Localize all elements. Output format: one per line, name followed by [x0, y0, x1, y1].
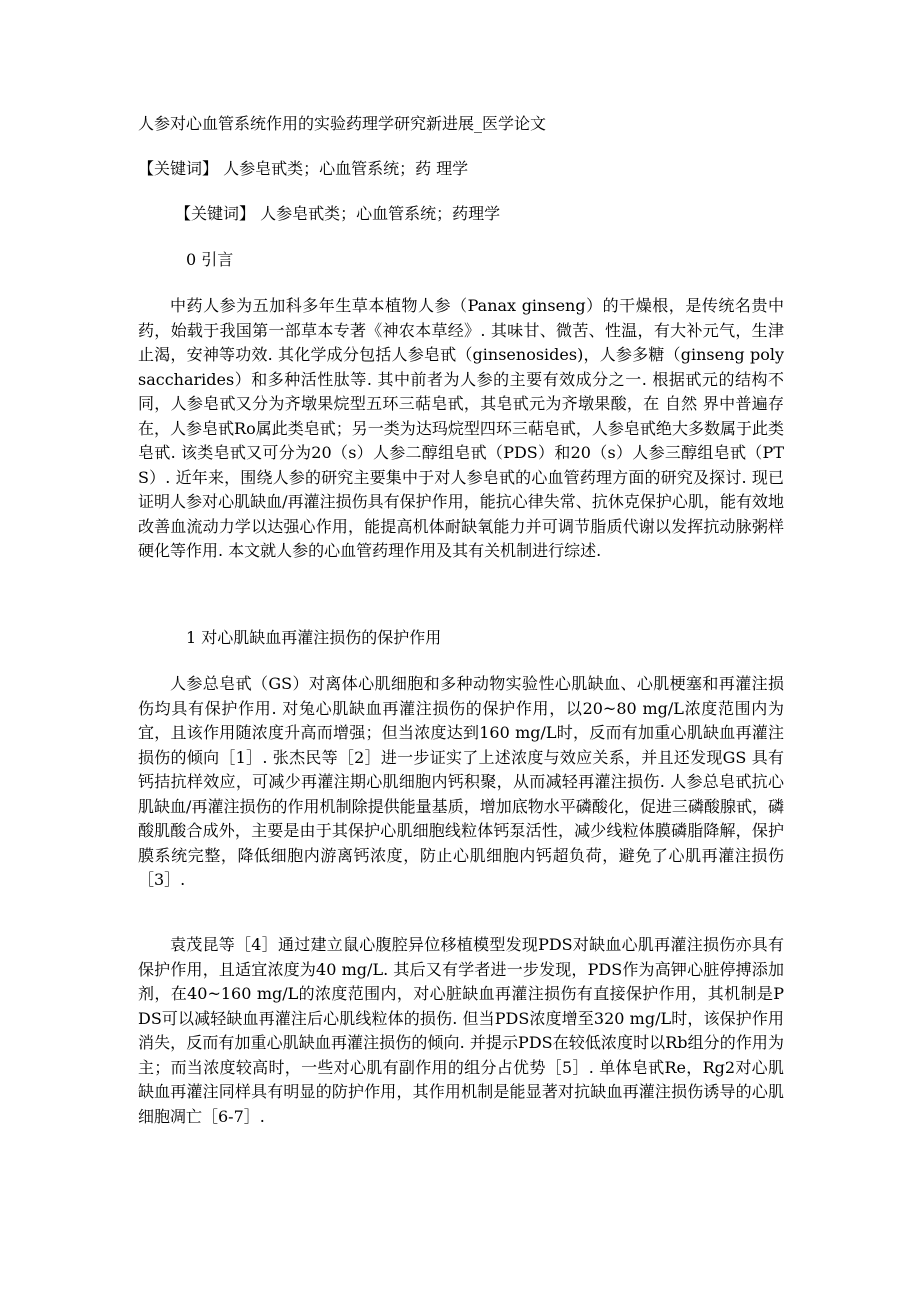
- section-1-paragraph-2: 袁茂昆等［4］通过建立鼠心腹腔异位移植模型发现PDS对缺血心肌再灌注损伤亦具有保护作用，且适宜浓度为40 mg/L. 其后又有学者进一步发现，PDS作为高钾心脏停搏添加剂，在40~160 mg/L的浓度范围内，对心脏缺血再灌注损伤有直接保护作用，其机制是PDS可以减轻缺血再灌注后心肌线粒体的损伤. 但当PDS浓度增至320 mg/L时，该保护作用消失，反而有加重心肌缺血再灌注损伤的倾向. 并提示PDS在较低浓度时以Rb组分的作用为主；而当浓度较高时，一些对心肌有副作用的组分占优势［5］. 单体皂甙Re，Rg2对心肌缺血再灌注同样具有明显的防护作用，其作用机制是能显著对抗缺血再灌注损伤诱导的心肌细胞凋亡［6-7］.: [138, 935, 784, 1126]
- intro-heading: 0 引言: [186, 250, 234, 269]
- section-1-paragraph-1: 人参总皂甙（GS）对离体心肌细胞和多种动物实验性心肌缺血、心肌梗塞和再灌注损伤均具有保护作用. 对兔心肌缺血再灌注损伤的保护作用，以20~80 mg/L浓度范围内为宜，且该作用随浓度升高而增强；但当浓度达到160 mg/L时，反而有加重心肌缺血再灌注损伤的倾向［1］. 张杰民等［2］进一步证实了上述浓度与效应关系，并且还发现GS 具有钙拮抗样效应，可减少再灌注期心肌细胞内钙积聚，从而减轻再灌注损伤. 人参总皂甙抗心肌缺血/再灌注损伤的作用机制除提供能量基质，增加底物水平磷酸化，促进三磷酸腺甙，磷酸肌酸合成外，主要是由于其保护心肌细胞线粒体钙泵活性，减少线粒体膜磷脂降解，保护膜系统完整，降低细胞内游离钙浓度，防止心肌细胞内钙超负荷，避免了心肌再灌注损伤［3］.: [138, 674, 784, 889]
- section-1-heading: 1 对心肌缺血再灌注损伤的保护作用: [186, 628, 442, 647]
- document-title: 人参对心血管系统作用的实验药理学研究新进展_医学论文: [138, 114, 547, 133]
- intro-paragraph: 中药人参为五加科多年生草本植物人参（Panax ginseng）的干燥根，是传统名贵中药，始载于我国第一部草本专著《神农本草经》. 其味甘、微苦、性温，有大补元气，生津止渴，安神等功效. 其化学成分包括人参皂甙（ginsenosides)，人参多糖（ginseng polysaccharides）和多种活性肽等. 其中前者为人参的主要有效成分之一. 根据甙元的结构不同，人参皂甙又分为齐墩果烷型五环三萜皂甙，其皂甙元为齐墩果酸，在 自然 界中普遍存在，人参皂甙Ro属此类皂甙；另一类为达玛烷型四环三萜皂甙，人参皂甙绝大多数属于此类皂甙. 该类皂甙又可分为20（s）人参二醇组皂甙（PDS）和20（s）人参三醇组皂甙（PTS）. 近年来，围绕人参的研究主要集中于对人参皂甙的心血管药理方面的研究及探讨. 现已证明人参对心肌缺血/再灌注损伤具有保护作用，能抗心律失常、抗休克保护心肌，能有效地改善血流动力学以达强心作用，能提高机体耐缺氧能力并可调节脂质代谢以发挥抗动脉粥样硬化等作用. 本文就人参的心血管药理作用及其有关机制进行综述.: [138, 296, 784, 560]
- keywords-line-1: 【关键词】 人参皂甙类；心血管系统；药 理学: [138, 159, 469, 178]
- keywords-line-2: 【关键词】 人参皂甙类；心血管系统；药理学: [175, 204, 501, 223]
